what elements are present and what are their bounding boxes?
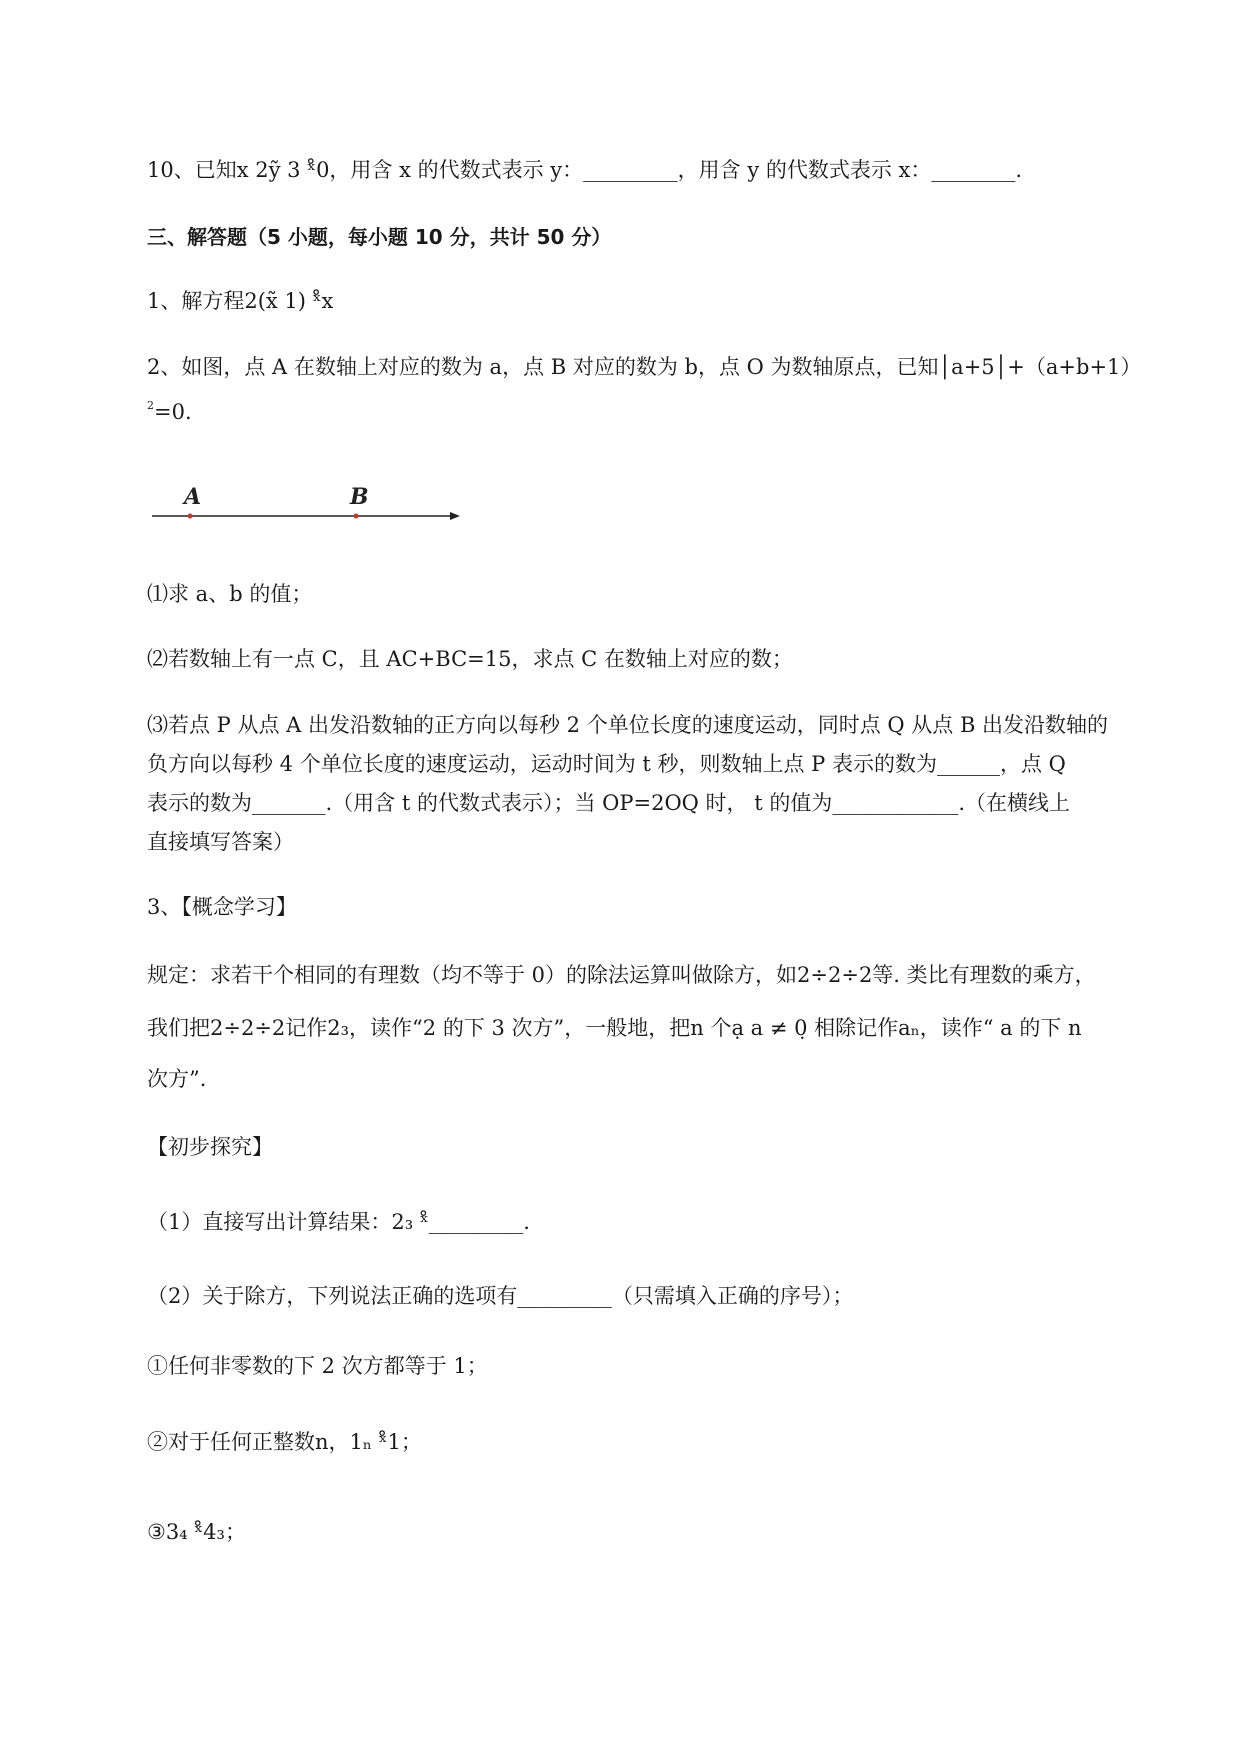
problem-2-part-3-line-3: 表示的数为_______.（用含 t 的代数式表示）；当 OP=2OQ 时， t 的值为____________.（在横线上 bbox=[147, 791, 1071, 815]
problem-3-title: 3、【概念学习】 bbox=[147, 895, 297, 919]
option-2: ②对于任何正整数n，1ₙ ˣ̊1； bbox=[147, 1430, 422, 1454]
equals-zero: =0. bbox=[154, 400, 192, 424]
problem-3-explore-part-2: （2）关于除方，下列说法正确的选项有_________（只需填入正确的序号）； bbox=[147, 1284, 854, 1308]
option-3: ③3₄ ˣ̊4₃； bbox=[147, 1520, 246, 1544]
problem-3-definition-line-3: 次方”. bbox=[147, 1067, 207, 1091]
problem-2-part-3-line-2: 负方向以每秒 4 个单位长度的速度运动，运动时间为 t 秒，则数轴上点 P 表示的数为______，点 Q bbox=[147, 752, 1066, 776]
problem-2-part-1: ⑴求 a、b 的值； bbox=[147, 582, 313, 606]
problem-2-part-3-line-4: 直接填写答案） bbox=[147, 830, 294, 854]
problem-3-definition-line-2: 我们把2÷2÷2记作2₃，读作“2 的下 3 次方”，一般地，把n 个ạ a ≠ 0̣ 相除记作aₙ，读作“ a 的下 n bbox=[147, 1016, 1082, 1040]
exponent: 2 bbox=[147, 399, 154, 412]
question-10: 10、已知x 2ỹ 3 ˣ̊0，用含 x 的代数式表示 y：_________，用含 y 的代数式表示 x：________. bbox=[147, 158, 1023, 182]
problem-3-explore-part-1: （1）直接写出计算结果：2₃ ˣ̊_________. bbox=[147, 1210, 530, 1234]
arrow-head-icon bbox=[450, 512, 460, 520]
point-b-label: B bbox=[350, 486, 369, 510]
problem-2-statement-end bbox=[147, 392, 192, 426]
number-line-figure bbox=[150, 486, 470, 532]
problem-2-part-2: ⑵若数轴上有一点 C，且 AC+BC=15，求点 C 在数轴上对应的数； bbox=[147, 647, 793, 671]
problem-2-part-3-line-1: ⑶若点 P 从点 A 出发沿数轴的正方向以每秒 2 个单位长度的速度运动，同时点 Q 从点 B 出发沿数轴的 bbox=[147, 713, 1109, 737]
problem-1: 1、解方程2(x̃ 1) ˣ̊x bbox=[147, 289, 334, 313]
section-heading-answer-questions: 三、解答题（5 小题，每小题 10 分，共计 50 分） bbox=[147, 225, 612, 249]
problem-2-statement: 2、如图，点 A 在数轴上对应的数为 a，点 B 对应的数为 b，点 O 为数轴原点，已知│a+5│+（a+b+1） bbox=[147, 355, 1142, 379]
point-a bbox=[188, 514, 193, 519]
option-1: ①任何非零数的下 2 次方都等于 1； bbox=[147, 1354, 488, 1378]
point-a-label: A bbox=[184, 486, 202, 510]
problem-3-definition-line-1: 规定：求若干个相同的有理数（均不等于 0）的除法运算叫做除方，如2÷2÷2等. 类比有理数的乘方， bbox=[147, 963, 1096, 987]
problem-3-explore-heading: 【初步探究】 bbox=[147, 1135, 273, 1159]
point-b bbox=[354, 514, 359, 519]
